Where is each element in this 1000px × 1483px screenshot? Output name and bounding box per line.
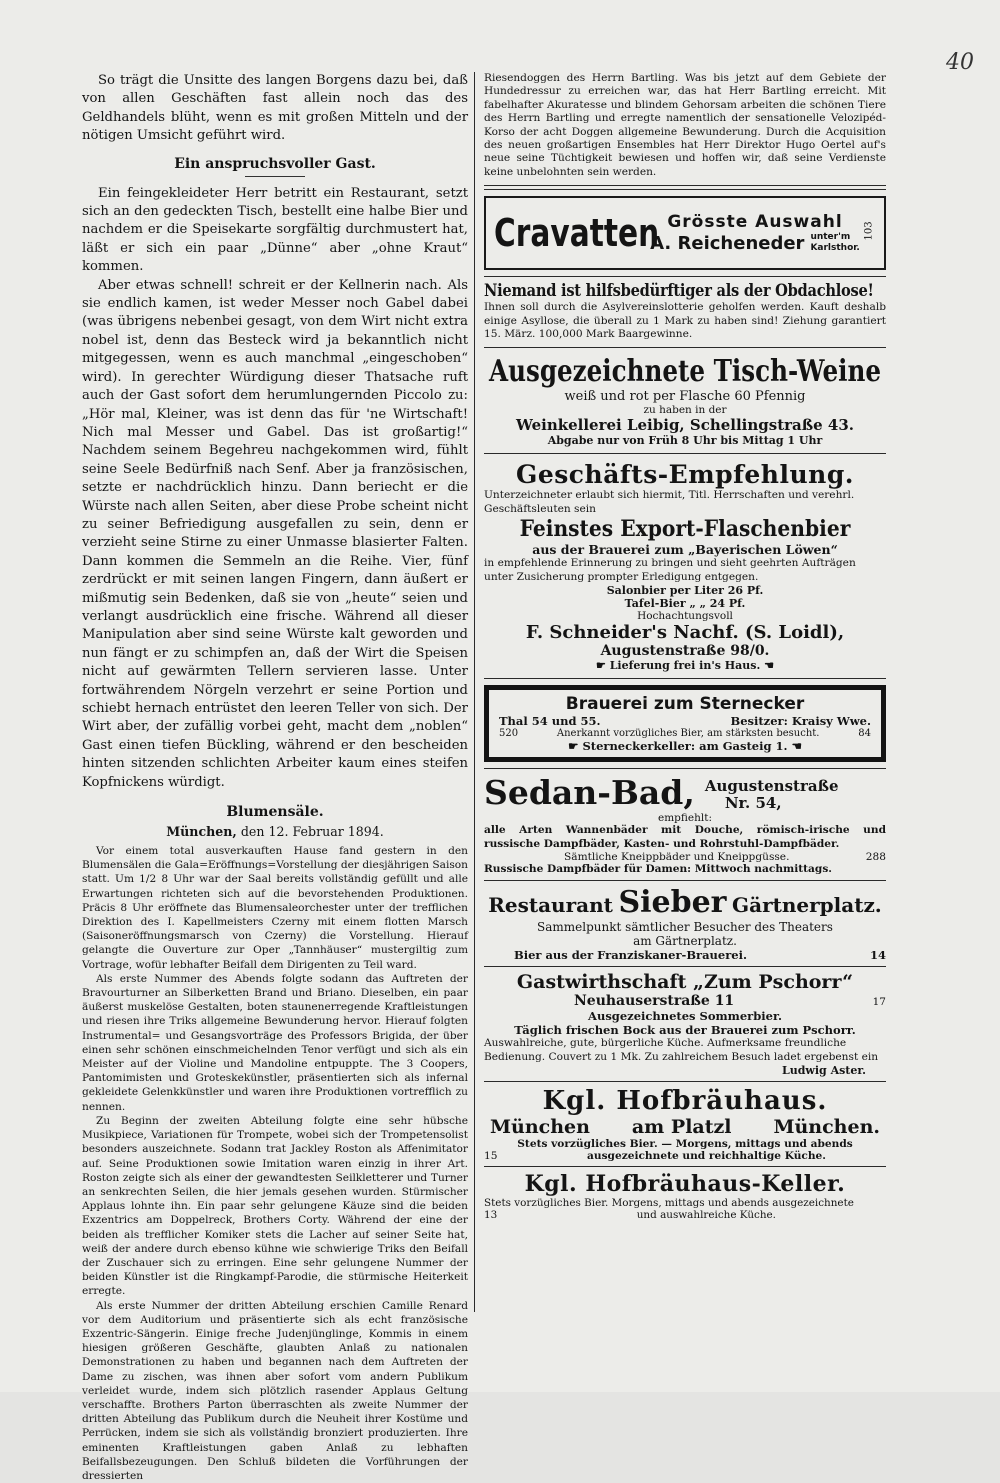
pointing-hand-icon: ☚ — [764, 659, 775, 673]
ad-pschorr-sig: Ludwig Aster. — [781, 1064, 866, 1078]
ad-pschorr-title: Gastwirthschaft „Zum Pschorr“ — [516, 971, 854, 994]
ad-cravatten-word: Cravatten — [494, 211, 660, 256]
pointing-hand-icon: ☚ — [791, 739, 802, 754]
ad-sternecker-addr: Thal 54 und 55. — [499, 714, 601, 729]
ad-separator — [484, 276, 886, 277]
ad-restaurant-sieber — [484, 885, 886, 962]
ad-hbk-l1: Stets vorzügliches Bier. Morgens, mittags und abends ausgezeichnete — [484, 1197, 854, 1210]
ad-separator — [484, 880, 886, 881]
ad-sternecker-title: Brauerei zum Sternecker — [565, 694, 805, 715]
gast-paragraph-2: Aber etwas schnell! schreit er der Kellnerin nach. Als sie endlich kamen, ist weder Messer noch Gabel dabei (was übrigens nebenbei gesagt, von dem Wirt nicht extra nobel ist, denn das Besteck wird ja bekanntlich nicht mitgegessen, wenn es auch manchmal „eingeschoben“ wird). In gerechter Würdigung dieser Thatsache ruft auch der Gast sofort dem herumlungernden Piccolo zu: „Hör mal, Kleiner, was ist denn das für 'ne Wirtschaft! Nich mal Messer und Gabel. Das ist großartig!“ Nachdem seinem Begehreu nachgekommen wird, fühlt seine Seele Bedürfniß nach Senf. Aber ja französischen, setzte er nachdrücklich hinzu. Dann beriecht er die Würste nach allen Seiten, aber diese Probe scheint nicht zu seiner Befriedigung ausgefallen zu sein, denn er verzieht seine Stirne zu einer Unmasse blasierter Falten. Dann kommen die Semmeln an die Reihe. Vier, fünf zerdrückt er mit seinen langen Fingern, dann äußert er mißmutig sein Bedenken, daß sie von „heute“ seien und verlangt ausdrücklich eine frische. Während all dieser Manipulation aber sind seine Würste kalt geworden und nun fängt er zu schimpfen an, daß der Wirt die Speisen nicht auf gewärmten Tellern servieren lasse. Unter fortwährendem Nörgeln verzehrt er seine Portion und schiebt hernach entrüstet den leeren Teller von sich. Der Wirt aber, der zufällig vorbei geht, macht dem „noblen“ Gast einen tiefen Bückling, während er den bescheiden hinten sitzenden schlichten Arbeiter kaum eines steifen Kopfnickens würdigt. — [82, 277, 468, 790]
ad-sternecker-keller: Sterneckerkeller: am Gasteig 1. — [582, 739, 788, 754]
pointing-hand-icon: ☛ — [568, 739, 579, 754]
ad-pschorr-l1: Ausgezeichnetes Sommerbier. — [588, 1009, 782, 1024]
ad-cravatten-name: A. Reicheneder — [650, 232, 805, 254]
ad-separator — [484, 768, 886, 769]
ad-pschorr-addr: Neuhauserstraße 11 — [574, 993, 735, 1010]
ad-sieber-l3: Bier aus der Franziskaner-Brauerei. — [514, 948, 747, 963]
article-title-blumensaele: Blumensäle. — [226, 804, 324, 821]
ad-ge-intro: Unterzeichneter erlaubt sich hiermit, Titl. Herrschaften und verehrl. Geschäftsleuten sein — [484, 489, 855, 515]
dateline-city: München, — [166, 824, 237, 840]
ad-sedan-num: 288 — [865, 850, 886, 863]
pointing-hand-icon: ☛ — [595, 659, 606, 673]
ad-hb-num: 15 — [484, 1150, 498, 1163]
ad-ge-price1: Salonbier per Liter 26 Pf. — [606, 584, 764, 598]
ad-zum-pschorr — [484, 971, 886, 1077]
ad-tischweine-line2: zu haben in der — [643, 404, 727, 417]
ad-sternecker-text: Anerkannt vorzügliches Bier, am stärksten besucht. — [556, 728, 820, 740]
ad-ge-title: Geschäfts-Empfehlung. — [515, 460, 855, 490]
ad-tischweine-line3: Weinkellerei Leibig, Schellingstraße 43. — [515, 416, 855, 435]
ad-hb-w1: München — [490, 1116, 590, 1139]
ad-sternecker-num-r: 84 — [858, 728, 871, 740]
ad-sieber-t2: Sieber — [618, 885, 727, 921]
ad-sedan-bad — [484, 773, 886, 876]
ad-hofbraeuhaus-keller — [484, 1171, 886, 1221]
ad-sedan-l2: Sämtliche Kneippbäder und Kneippgüsse. — [564, 850, 790, 863]
ad-hbk-title: Kgl. Hofbräuhaus-Keller. — [524, 1171, 846, 1198]
ad-sternecker — [484, 685, 886, 762]
ad-cravatten-loc2: Karlsthor. — [810, 243, 860, 254]
ad-ge-brauerei: aus der Brauerei zum „Bayerischen Löwen“ — [532, 542, 838, 558]
ad-ge-lieferung — [484, 659, 886, 672]
ad-hbk-num: 13 — [484, 1209, 498, 1222]
blumen-paragraph-3: Zu Beginn der zweiten Abteilung folgte eine sehr hübsche Musikpiece, Variationen für Trompete, wobei sich der Trompetensolist besonders auszeichnete. Sodann trat Jackley Roston als Affenimitator auf. Seine Produktionen sowie Imitation waren einzig in ihrer Art. Roston zeigte sich als einer der gewandtesten Seilkletterer und Turner an senkrechten Seilen, die hier jemals gesehen wurden. Stürmischer Applaus lohnte ihn. Ein paar sehr gelungene Käuze sind die beiden Exzentrics am Doppelreck, Brothers Corty. Während der eine der beiden als trefflicher Komiker stets die Lacher auf seiner Seite hat, weiß der andere durch ebenso kühne wie schwierige Triks den Beifall der Zuschauer sich zu erringen. Eine sehr gelungene Nummer der beiden Künstler ist die Ringkampf-Parodie, die stürmische Heiterkeit erregte. — [82, 1114, 468, 1298]
ad-geschaefts-empfehlung — [484, 460, 886, 672]
ad-obdachlose-title: Niemand ist hilfsbedürftiger als der Obdachlose! — [484, 281, 874, 302]
gast-paragraph-1: Ein feingekleideter Herr betritt ein Restaurant, setzt sich an den gedeckten Tisch, bestellt eine halbe Bier und nachdem er die Speisekarte sorgfältig durchmustert hat, läßt er sich ein paar „Dünne“ aber „ohne Kraut“ kommen. — [82, 185, 468, 275]
ad-ge-lief-text: Lieferung frei in's Haus. — [609, 659, 761, 673]
ad-sternecker-owner: Besitzer: Kraisy Wwe. — [730, 714, 871, 729]
ad-hb-l1: Stets vorzügliches Bier. — Morgens, mittags und abends — [517, 1138, 853, 1151]
blumen-paragraph-2: Als erste Nummer des Abends folgte sodann das Auftreten der Bravourturner an Silberketten Brand und Briano. Dieselben, ein paar äußerst muskelöse Gestalten, boten staunenerregende Kraftleistungen und riesen ihre Triks allgemeine Bewunderung hervor. Hierauf folgten Instrumental= und Gesangsvorträge des Professors Brigida, der über einen sehr schönen einschmeichelnden Tenor verfügt und sich als ein Meister auf der Violine und Mandoline entpuppte. The 3 Coopers, Pantomimisten und Groteskekünstler, präsentierten sich als infernal gekleidete Gelenkkünstler und waren ihre Produktionen vortrefflich zu nennen. — [82, 972, 468, 1113]
ad-tischweine-line4: Abgabe nur von Früh 8 Uhr bis Mittag 1 Uhr — [547, 434, 823, 448]
ad-tischweine-title: Ausgezeichnete Tisch-Weine — [488, 354, 882, 390]
ad-pschorr-num: 17 — [872, 996, 886, 1009]
ad-sedan-l1: alle Arten Wannenbäder mit Douche, römisch-irische und russische Dampfbäder, Kasten- und Rohrstuhl-Dampfbäder. — [484, 824, 886, 850]
ad-ge-text: in empfehlende Erinnerung zu bringen und sieht geehrten Aufträgen unter Zusicherung prompter Erledigung entgegen. — [484, 557, 856, 583]
ad-pschorr-l3: Auswahlreiche, gute, bürgerliche Küche. Aufmerksame freundliche Bedienung. Couvert zu 1 Mk. Zu zahlreichem Besuch ladet ergebenst ein — [484, 1037, 879, 1063]
ad-hb-title: Kgl. Hofbräuhaus. — [542, 1086, 828, 1117]
ad-sieber-t1: Restaurant — [488, 893, 613, 918]
intro-paragraph: So trägt die Unsitte des langen Borgens dazu bei, daß von allen Geschäften fast allein noch das des Geldhandels blüht, wenn es mit großen Mitteln und der nötigen Umsicht geführt wird. — [82, 73, 468, 144]
ad-sieber-num: 14 — [869, 948, 886, 963]
blumen-paragraph-1: Vor einem total ausverkauften Hause fand gestern in den Blumensälen die Gala=Eröffnungs=Vorstellung der diesjährigen Saison statt. Um 1/2 8 Uhr war der Saal bereits vollständig gefüllt und alle Erwartungen richteten sich auf die bevorstehenden Produktionen. Präcis 8 Uhr eröffnete das Blumensaleorchester unter der trefflichen Direktion des I. Kapellmeisters Czerny mit einem flotten Marsch (Saisoneröffnungsmarsch von Czerny) die Vorstellung. Hierauf gelangte die Ouverture zur Oper „Tannhäuser“ mustergiltig zum Vortrage, wofür lebhafter Beifall dem Dirigenten zu Teil ward. — [82, 845, 468, 971]
right-column — [484, 72, 886, 1225]
ad-sieber-l2: am Gärtnerplatz. — [633, 934, 737, 949]
ad-hbk-l2: und auswahlreiche Küche. — [636, 1209, 776, 1222]
ad-cravatten-line1: Grösste Auswahl — [667, 212, 843, 233]
ad-ge-bier: Feinstes Export-Flaschenbier — [519, 516, 851, 543]
ad-tischweine — [484, 354, 886, 447]
title-rule — [245, 176, 305, 177]
ad-cravatten-loc1: unter'm — [810, 232, 851, 243]
ad-separator — [484, 347, 886, 348]
ad-cravatten-num: 103 — [863, 221, 875, 241]
ad-sieber-l1: Sammelpunkt sämtlicher Besucher des Theaters — [537, 920, 833, 935]
ad-separator — [484, 453, 886, 454]
ad-hofbraeuhaus — [484, 1086, 886, 1162]
column-divider — [474, 72, 475, 1312]
left-column — [82, 72, 468, 1483]
ad-separator — [484, 966, 886, 967]
ad-separator — [484, 185, 886, 190]
ad-sedan-addr2: Nr. 54, — [724, 794, 782, 813]
ad-ge-price2: Tafel-Bier „ „ 24 Pf. — [624, 597, 746, 611]
continued-paragraph: Riesendoggen des Herrn Bartling. Was bis jetzt auf dem Gebiete der Hundedressur zu erreichen war, das hat Herr Bartling erreicht. Mit fabelhafter Akuratesse und blindem Gehorsam arbeiten die schönen Tiere des Herrn Bartling und erregte namentlich der sensationelle Velozipéd-Korso der acht Doggen allgemeine Bewunderung. Durch die Acquisition des neuen großartigen Ensembles hat Herr Direktor Hugo Oertel auf's neue seine Tüchtigkeit bewiesen und hoffen wir, daß seine Verdienste keine unbelohnten sein werden. — [484, 72, 886, 178]
ad-obdachlose — [484, 281, 886, 341]
ad-ge-addr: Augustenstraße 98/0. — [600, 643, 770, 660]
ad-cravatten — [484, 196, 886, 270]
ad-separator — [484, 1166, 886, 1167]
ad-sedan-addr1: Augustenstraße — [704, 777, 839, 796]
ad-separator — [484, 1081, 886, 1082]
ad-tischweine-line1: weiß und rot per Flasche 60 Pfennig — [564, 389, 806, 405]
page-number: 40 — [946, 50, 974, 75]
ad-sieber-t3: Gärtnerplatz. — [732, 893, 882, 918]
ad-hb-w3: München. — [773, 1116, 880, 1139]
ad-separator — [484, 678, 886, 679]
dateline — [82, 824, 468, 839]
dateline-date: den 12. Februar 1894. — [240, 824, 384, 840]
ad-sternecker-num-l: 520 — [499, 728, 519, 740]
ad-pschorr-l2: Täglich frischen Bock aus der Brauerei zum Pschorr. — [514, 1023, 856, 1038]
ad-sedan-l3: Russische Dampfbäder für Damen: Mittwoch nachmittags. — [484, 862, 832, 875]
ad-sedan-emp: empfiehlt: — [658, 812, 712, 825]
article-title-gast: Ein anspruchsvoller Gast. — [174, 155, 376, 172]
ad-ge-hoch: Hochachtungsvoll — [637, 610, 733, 623]
ad-sternecker-keller-line — [499, 739, 871, 753]
ad-sedan-title: Sedan-Bad, — [484, 773, 695, 813]
ad-hb-w2: am Platzl — [631, 1116, 732, 1139]
blumen-paragraph-4: Als erste Nummer der dritten Abteilung erschien Camille Renard vor dem Auditorium und präsentierte sich als echt französische Exzentric-Sängerin. Einige freche Judenjünglinge, Kommis in einem hiesigen größeren Geschäfte, glaubten Anlaß zu nationalen Demonstrationen zu haben und begannen nach dem Auftreten der Dame zu zischen, was ihnen aber sofort vom andern Publikum verleidet wurde, indem sich plötzlich rasender Applaus Geltung verschaffte. Brothers Parton überraschten als zweite Nummer der dritten Abteilung das Publikum durch die Neuheit ihrer Kostüme und Perrücken, indem sie sich als vollständig bronziert produzierten. Ihre eminenten Kraftleistungen gaben Anlaß zu lebhaften Beifallsbezeugungen. Den Schluß bildeten die Vorführungen der dressierten — [82, 1299, 468, 1482]
ad-ge-firma: F. Schneider's Nachf. (S. Loidl), — [525, 622, 845, 644]
ad-hb-l2: ausgezeichnete und reichhaltige Küche. — [587, 1150, 826, 1163]
ad-obdachlose-body: Ihnen soll durch die Asylvereinslotterie geholfen werden. Kauft deshalb einige Asyllose, die überall zu 1 Mark zu haben sind! Ziehung garantiert 15. März. 100,000 Mark Baargewinne. — [484, 301, 886, 341]
